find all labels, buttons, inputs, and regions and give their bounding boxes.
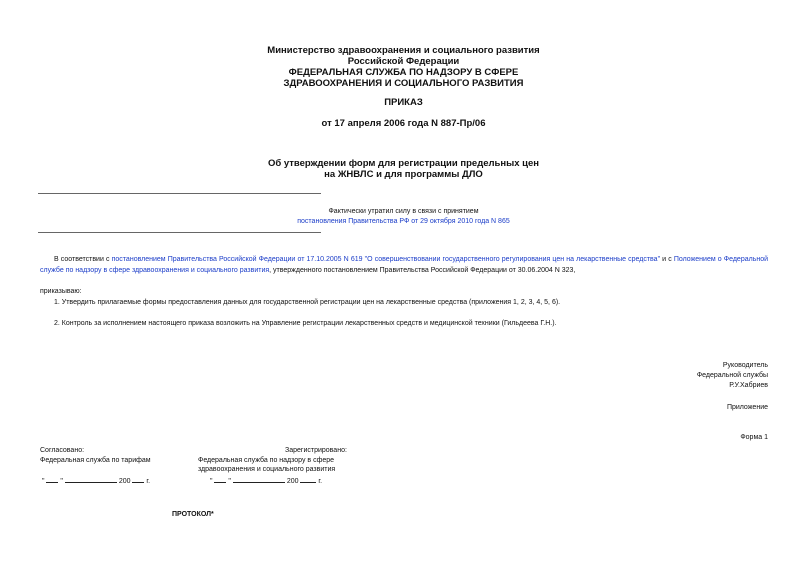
status-note-link[interactable]: постановления Правительства РФ от 29 октября 2010 года N 865 (297, 218, 510, 225)
appendix-label: Приложение (726, 404, 768, 411)
subject-line-1: Об утверждении форм для регистрации предельных цен (267, 158, 540, 169)
year-blank (132, 475, 144, 483)
right-date-line: " " 200 г. (210, 475, 322, 486)
agreed-caption: Согласовано: (40, 447, 85, 454)
order-item-2: 2. Контроль за исполнением настоящего приказа возложить на Управление регистрации лекарственных средств и медицинской техники (Гильдеева Г.Н.). (54, 320, 557, 327)
order-item-1: 1. Утвердить прилагаемые формы предоставления данных для государственной регистрации цен на лекарственные средства (приложения 1, 2, 3, 4, 5, 6). (54, 299, 561, 306)
registered-caption: Зарегистрировано: (285, 447, 347, 454)
ministry-line-1: Министерство здравоохранения и социального развития (267, 45, 540, 56)
protocol-title: ПРОТОКОЛ* (172, 511, 214, 518)
preamble-middle: и с (660, 256, 674, 263)
supervision-service-line-2: здравоохранения и социального развития (198, 466, 336, 473)
government-decree-link[interactable]: постановлением Правительства Российской Федерации от 17.10.2005 N 619 "О совершенствовании государственного регулирования цен на лекарственные средства" (111, 256, 661, 263)
order-word: приказываю: (40, 288, 82, 295)
tariff-service: Федеральная служба по тарифам (40, 457, 151, 464)
supervision-service-line-1: Федеральная служба по надзору в сфере (198, 457, 335, 464)
service-line-1: ФЕДЕРАЛЬНАЯ СЛУЖБА ПО НАДЗОРУ В СФЕРЕ (288, 67, 519, 78)
divider-bottom (38, 232, 321, 233)
signature-position: Руководитель (722, 362, 768, 369)
status-note: Фактически утратил силу в связи с принятием (328, 208, 479, 215)
left-date-line: " " 200 г. (42, 475, 150, 486)
preamble-paragraph (40, 254, 768, 276)
document-type: ПРИКАЗ (384, 97, 423, 108)
signature-name: Р.У.Хабриев (729, 382, 768, 389)
service-regulation-link[interactable]: Положением о Федеральной службе по надзору в сфере здравоохранения и социального развития (40, 256, 769, 274)
divider-top (38, 193, 321, 194)
service-line-2: ЗДРАВООХРАНЕНИЯ И СОЦИАЛЬНОГО РАЗВИТИЯ (283, 78, 524, 89)
month-blank (233, 475, 285, 483)
form-label: Форма 1 (740, 434, 768, 441)
document-date: от 17 апреля 2006 года N 887-Пр/06 (321, 118, 486, 129)
preamble-suffix: , утвержденного постановлением Правительства Российской Федерации от 30.06.2004 N 323, (269, 267, 576, 274)
preamble-prefix: В соответствии с (54, 256, 112, 263)
day-blank (46, 475, 58, 483)
ministry-line-2: Российской Федерации (347, 56, 460, 67)
day-blank (214, 475, 226, 483)
signature-organization: Федеральной службы (696, 372, 768, 379)
month-blank (65, 475, 117, 483)
year-blank (300, 475, 316, 483)
subject-line-2: на ЖНВЛС и для программы ДЛО (324, 169, 483, 180)
